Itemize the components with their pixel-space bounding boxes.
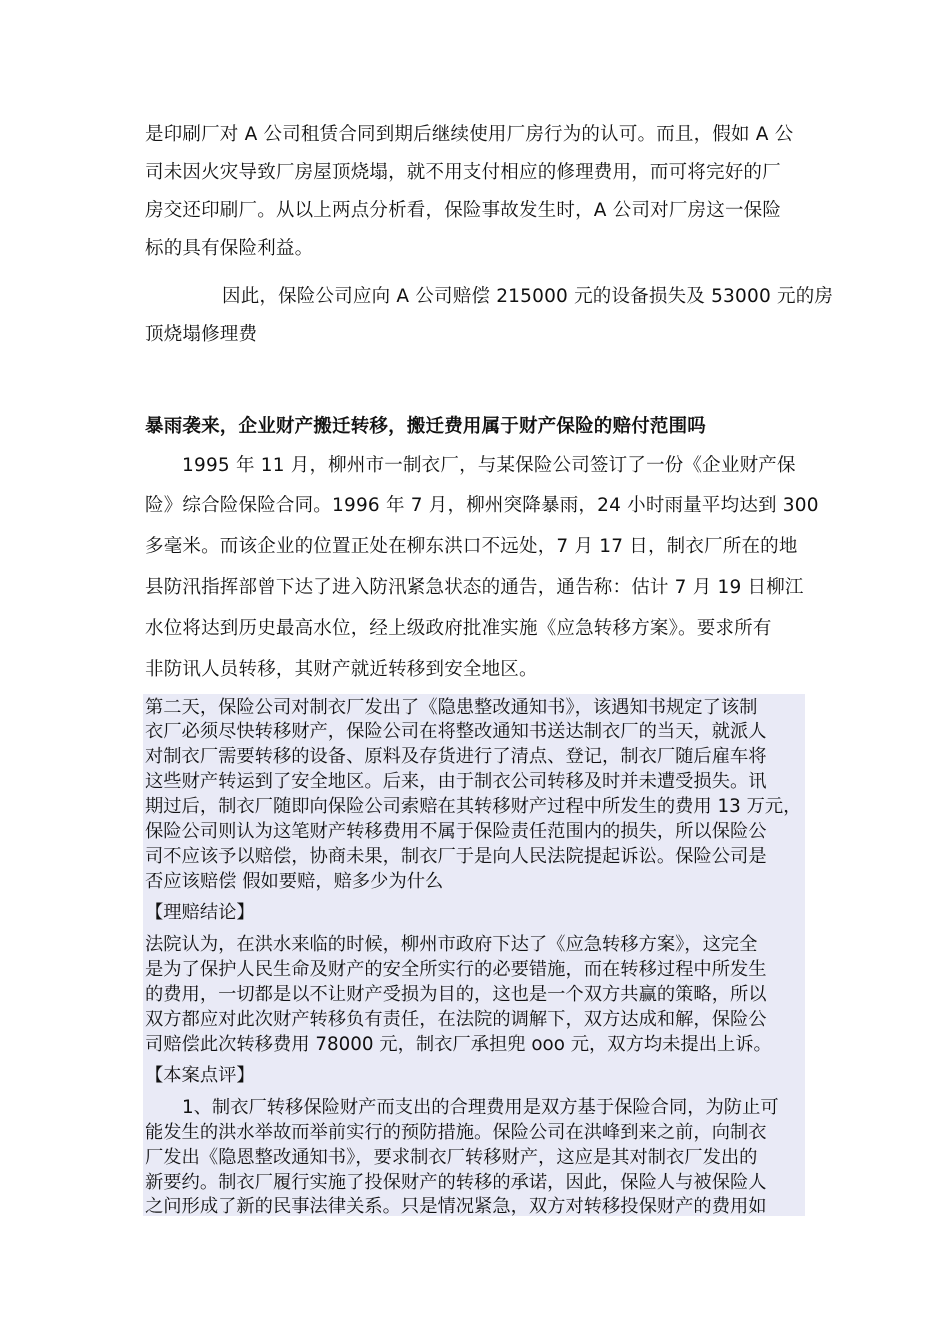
text-line: 否应该赔偿 假如要赔，赔多少为什么 — [145, 871, 444, 892]
text-line: 司赔偿此次转移费用 78000 元，制衣厂承担兜 ooo 元，双方均未提出上诉。 — [145, 1034, 772, 1055]
text-line: 这些财产转运到了安全地区。后来，由于制衣公司转移及时并未遭受损失。讯 — [145, 771, 767, 792]
text-line: 之问形成了新的民事法律关系。只是情况紧急，双方对转移投保财产的费用如 — [145, 1196, 767, 1217]
text-line: 司不应该予以赔偿，协商未果，制衣厂于是向人民法院提起诉讼。保险公司是 — [145, 846, 767, 867]
text-line: 县防汛指挥部曾下达了进入防汛紧急状态的通告，通告称：估计 7 月 19 日柳江 — [145, 577, 804, 598]
text-line: 1、制衣厂转移保险财产而支出的合理费用是双方基于保险合同，为防止可 — [182, 1097, 779, 1118]
label-review: 【本案点评】 — [145, 1065, 255, 1086]
text-line: 顶烧塌修理费 — [145, 324, 258, 345]
text-line: 标的具有保险利益。 — [145, 238, 314, 259]
label-conclusion: 【理赔结论】 — [145, 902, 255, 923]
text-line: 水位将达到历史最高水位，经上级政府批准实施《应急转移方案》。要求所有 — [145, 618, 772, 639]
text-line: 第二天，保险公司对制衣厂发出了《隐患整改通知书》，该遇知书规定了该制 — [145, 697, 758, 718]
text-line: 是为了保护人民生命及财产的安全所实行的必要错施，而在转移过程中所发生 — [145, 959, 767, 980]
text-line: 衣厂必须尽快转移财产，保险公司在将整改通知书送达制衣厂的当天，就派人 — [145, 721, 767, 742]
text-line: 因此，保险公司应向 A 公司赔偿 215000 元的设备损失及 53000 元的房 — [222, 286, 834, 307]
text-line: 房交还印刷厂。从以上两点分析看，保险事故发生时，A 公司对厂房这一保险 — [145, 200, 782, 221]
text-line: 保险公司则认为这笔财产转移费用不属于保险责任范围内的损失，所以保险公 — [145, 821, 767, 842]
text-line: 新要约。制衣厂履行实施了投保财产的转移的承诺，因此，保险人与被保险人 — [145, 1172, 767, 1193]
text-line: 司未因火灾导致厂房屋顶烧塌，就不用支付相应的修理费用，而可将完好的厂 — [145, 162, 781, 183]
text-line: 1995 年 11 月，柳州市一制衣厂，与某保险公司签订了一份《企业财产保 — [182, 455, 796, 476]
text-line: 双方都应对此次财产转移负有责任，在法院的调解下，双方达成和解，保险公 — [145, 1009, 767, 1030]
text-line: 险》综合险保险合同。1996 年 7 月，柳州突降暴雨，24 小时雨量平均达到 300 — [145, 495, 819, 516]
section-heading: 暴雨袭来，企业财产搬迁转移，搬迁费用属于财产保险的赔付范围吗 — [145, 416, 707, 437]
text-line: 多毫米。而该企业的位置正处在柳东洪口不远处，7 月 17 日，制衣厂所在的地 — [145, 536, 798, 557]
text-line: 非防讯人员转移，其财产就近转移到安全地区。 — [145, 659, 538, 680]
text-line: 能发生的洪水举故而举前实行的预防措施。保险公司在洪峰到来之前，向制衣 — [145, 1122, 767, 1143]
text-line: 的费用，一切都是以不让财产受损为目的，这也是一个双方共赢的策略，所以 — [145, 984, 767, 1005]
text-line: 是印刷厂对 A 公司租赁合同到期后继续使用厂房行为的认可。而且，假如 A 公 — [145, 124, 794, 145]
text-line: 期过后，制衣厂随即向保险公司索赔在其转移财产过程中所发生的费用 13 万元， — [145, 796, 802, 817]
text-line: 法院认为，在洪水来临的时候，柳州市政府下达了《应急转移方案》，这完全 — [145, 934, 758, 955]
text-line: 厂发出《隐恩整改通知书》，要求制衣厂转移财产，这应是其对制衣厂发出的 — [145, 1147, 758, 1168]
text-line: 对制衣厂需要转移的设备、原料及存货进行了清点、登记，制衣厂随后雇车将 — [145, 746, 767, 767]
